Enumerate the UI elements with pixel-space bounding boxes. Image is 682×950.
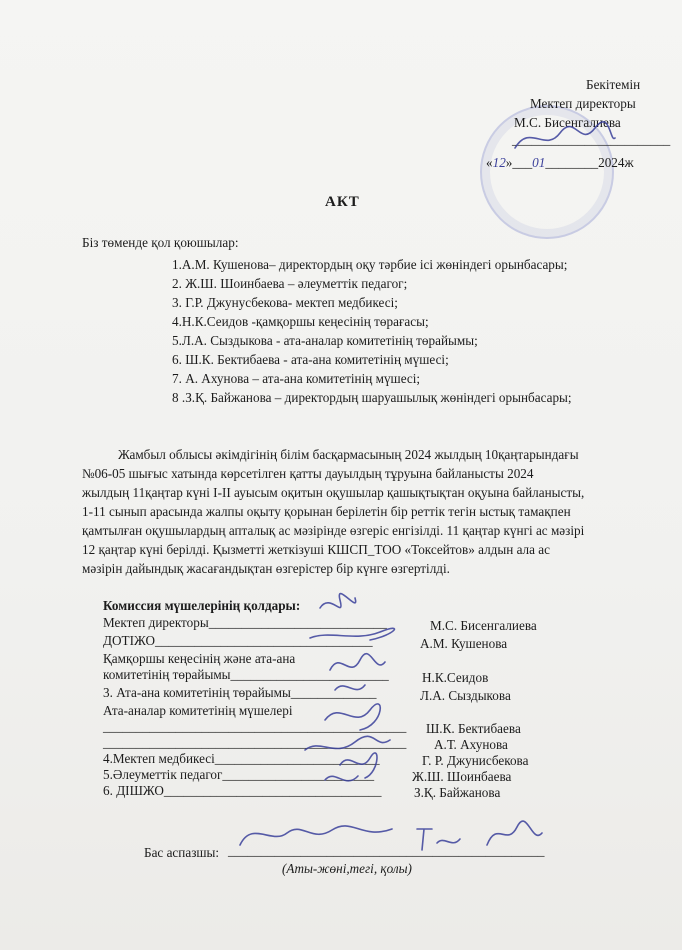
- approval-title: Бекітемін: [586, 77, 641, 92]
- body-line: 1-11 сынып арасында жалпы оқыту қорынан берілетін бір реттік тегін ыстық тамақпен: [82, 504, 571, 519]
- member-item: 4.Н.К.Сеидов -қамқоршы кеңесінің төрағасы;: [172, 314, 429, 329]
- sig-row-right: М.С. Бисенгалиева: [430, 618, 537, 633]
- sig-row-left: 5.Әлеуметтік педагог_______________________: [103, 767, 375, 782]
- approval-name: М.С. Бисенгалиева: [514, 115, 621, 130]
- sig-row-left: 4.Мектеп медбикесі_________________________: [103, 751, 380, 766]
- sig-row-left: комитетінің төрайымы________________________: [103, 667, 389, 682]
- sig-row-left: ДОТІЖО_________________________________: [103, 633, 373, 648]
- director-signature: [510, 118, 620, 158]
- sig-row-right: Ж.Ш. Шоинбаева: [412, 769, 512, 784]
- sig-row-right: Н.К.Сеидов: [422, 670, 489, 685]
- body-line: Жамбыл облысы әкімдігінің білім басқармасының 2024 жылдың 10қаңтарындағы: [118, 447, 579, 462]
- document-page: Бекітемін Мектеп директоры М.С. Бисенгалиева ________________________ «12»___01________2024ж АКТ Біз төменде қол қоюшылар: 1.А.М. Кушенова– директордың оқу тәрбие ісі жөніндегі орынбасары; 2. Ж.Ш. Шоинбаева – әлеуметтік педагог; 3. Г.Р. Джунусбекова- мектеп медбикесі; 4.Н.К.Сеидов -қамқоршы кеңесінің төрағасы; 5.Л.А. Сыздыкова - ата-аналар комитетінің төрайымы; 6. Ш.К. Бектибаева - ата-ана комитетінің мүшесі; 7. А. Ахунова – ата-ана комитетінің мүшесі; 8 .З.Қ. Байжанова – директордың шаруашылық жөніндегі орынбасары; Жамбыл облысы әкімдігінің білім басқармасының 2024 жылдың 10қаңтарындағы №06-05 шығыс хатында көрсетілген қатты дауылдың тұруына байланысты 2024 жылдың 11қаңтар күні І-ІІ ауысым оқитын оқушылар қашықтықтан оқуына байланысты, 1-11 сынып арасында жалпы оқыту қорынан берілетін бір реттік тегін ыстық тамақпен қамтылған оқушылардың апталық ас мәзірінде өзгеріс енгізілді. 11 қаңтар күнгі ас мәзірі 12 қаңтар күні берілді. Қызметті жеткізуші КШСП_ТОО «Токсейтов» алдын ала ас мәзірін дайындық жасағандықтан өзгерістер бір күнге өзгертілді. Комиссия мүшелерінің қолдары: Мектеп директоры___________________________ М.С. Бисенгалиева ДОТІЖО_________________________________ А.М. Кушенова Қамқоршы кеңесінің және ата-ана комитетінің төрайымы________________________ Н.К.Сеидов 3. Ата-ана комитетінің төрайымы_____________ Л.А. Сыздыкова Ата-аналар комитетінің мүшелері ______________________________________________ Ш.К. Бектибаева ______________________________________________ А.Т. Ахунова 4.Мектеп медбикесі_________________________ Г. Р. Джунисбекова 5.Әлеуметтік педагог_______________________ Ж.Ш. Шоинбаева 6. ДІШЖО_________________________________ З.Қ. Байжанова Бас аспазшы: ________________________________________________ (Аты-жөні,тегі, қолы): [0, 0, 682, 950]
- approval-date: «12»___01________2024ж: [486, 155, 634, 170]
- sig-row-right: Г. Р. Джунисбекова: [422, 753, 529, 768]
- chief-cook-label: Бас аспазшы:: [144, 845, 220, 860]
- sig-row-left: ______________________________________________: [103, 735, 407, 750]
- sig-row-right: З.Қ. Байжанова: [414, 785, 501, 800]
- commission-signatures: [300, 590, 420, 800]
- approval-date-day: 12: [492, 155, 506, 170]
- doc-title: АКТ: [325, 194, 360, 210]
- member-item: 1.А.М. Кушенова– директордың оқу тәрбие ісі жөніндегі орынбасары;: [172, 257, 568, 272]
- sig-row-right: Л.А. Сыздыкова: [420, 688, 511, 703]
- body-line: 12 қаңтар күні берілді. Қызметті жеткізуші КШСП_ТОО «Токсейтов» алдын ала ас: [82, 542, 550, 557]
- signatures-heading: Комиссия мүшелерінің қолдары:: [103, 598, 301, 613]
- sig-row-left: 3. Ата-ана комитетінің төрайымы_____________: [103, 685, 377, 700]
- member-item: 2. Ж.Ш. Шоинбаева – әлеуметтік педагог;: [172, 276, 408, 291]
- sig-row-left: Ата-аналар комитетінің мүшелері: [103, 703, 293, 718]
- member-item: 3. Г.Р. Джунусбекова- мектеп медбикесі;: [172, 295, 398, 310]
- sig-row-left: 6. ДІШЖО_________________________________: [103, 783, 382, 798]
- member-item: 5.Л.А. Сыздыкова - ата-аналар комитетінің төрайымы;: [172, 333, 478, 348]
- member-item: 7. А. Ахунова – ата-ана комитетінің мүшесі;: [172, 371, 421, 386]
- body-line: жылдың 11қаңтар күні І-ІІ ауысым оқитын оқушылар қашықтықтан оқуына байланысты,: [82, 485, 585, 500]
- sig-row-right: А.Т. Ахунова: [434, 737, 508, 752]
- approval-date-month: 01: [532, 155, 546, 170]
- chief-cook-line: ________________________________________________: [228, 843, 545, 858]
- chief-cook-signatures: [232, 815, 552, 860]
- sig-row-left: Мектеп директоры___________________________: [103, 615, 387, 630]
- body-line: қамтылған оқушылардың апталық ас мәзірінде өзгеріс енгізілді. 11 қаңтар күнгі ас мәзірі: [82, 523, 585, 538]
- body-line: мәзірін дайындық жасағандықтан өзгерістер бір күнге өзгертілді.: [82, 561, 450, 576]
- sig-row-left: ______________________________________________: [103, 719, 407, 734]
- approval-role: Мектеп директоры: [530, 96, 636, 111]
- body-line: №06-05 шығыс хатында көрсетілген қатты дауылдың тұруына байланысты 2024: [82, 466, 534, 481]
- member-item: 6. Ш.К. Бектибаева - ата-ана комитетінің мүшесі;: [172, 352, 449, 367]
- sig-row-right: Ш.К. Бектибаева: [426, 721, 521, 736]
- chief-cook-caption: (Аты-жөні,тегі, қолы): [282, 861, 412, 876]
- sig-row-left: Қамқоршы кеңесінің және ата-ана: [103, 651, 296, 666]
- sig-row-right: А.М. Кушенова: [420, 636, 508, 651]
- member-item: 8 .З.Қ. Байжанова – директордың шаруашылық жөніндегі орынбасары;: [172, 390, 572, 405]
- intro-text: Біз төменде қол қоюшылар:: [82, 235, 239, 250]
